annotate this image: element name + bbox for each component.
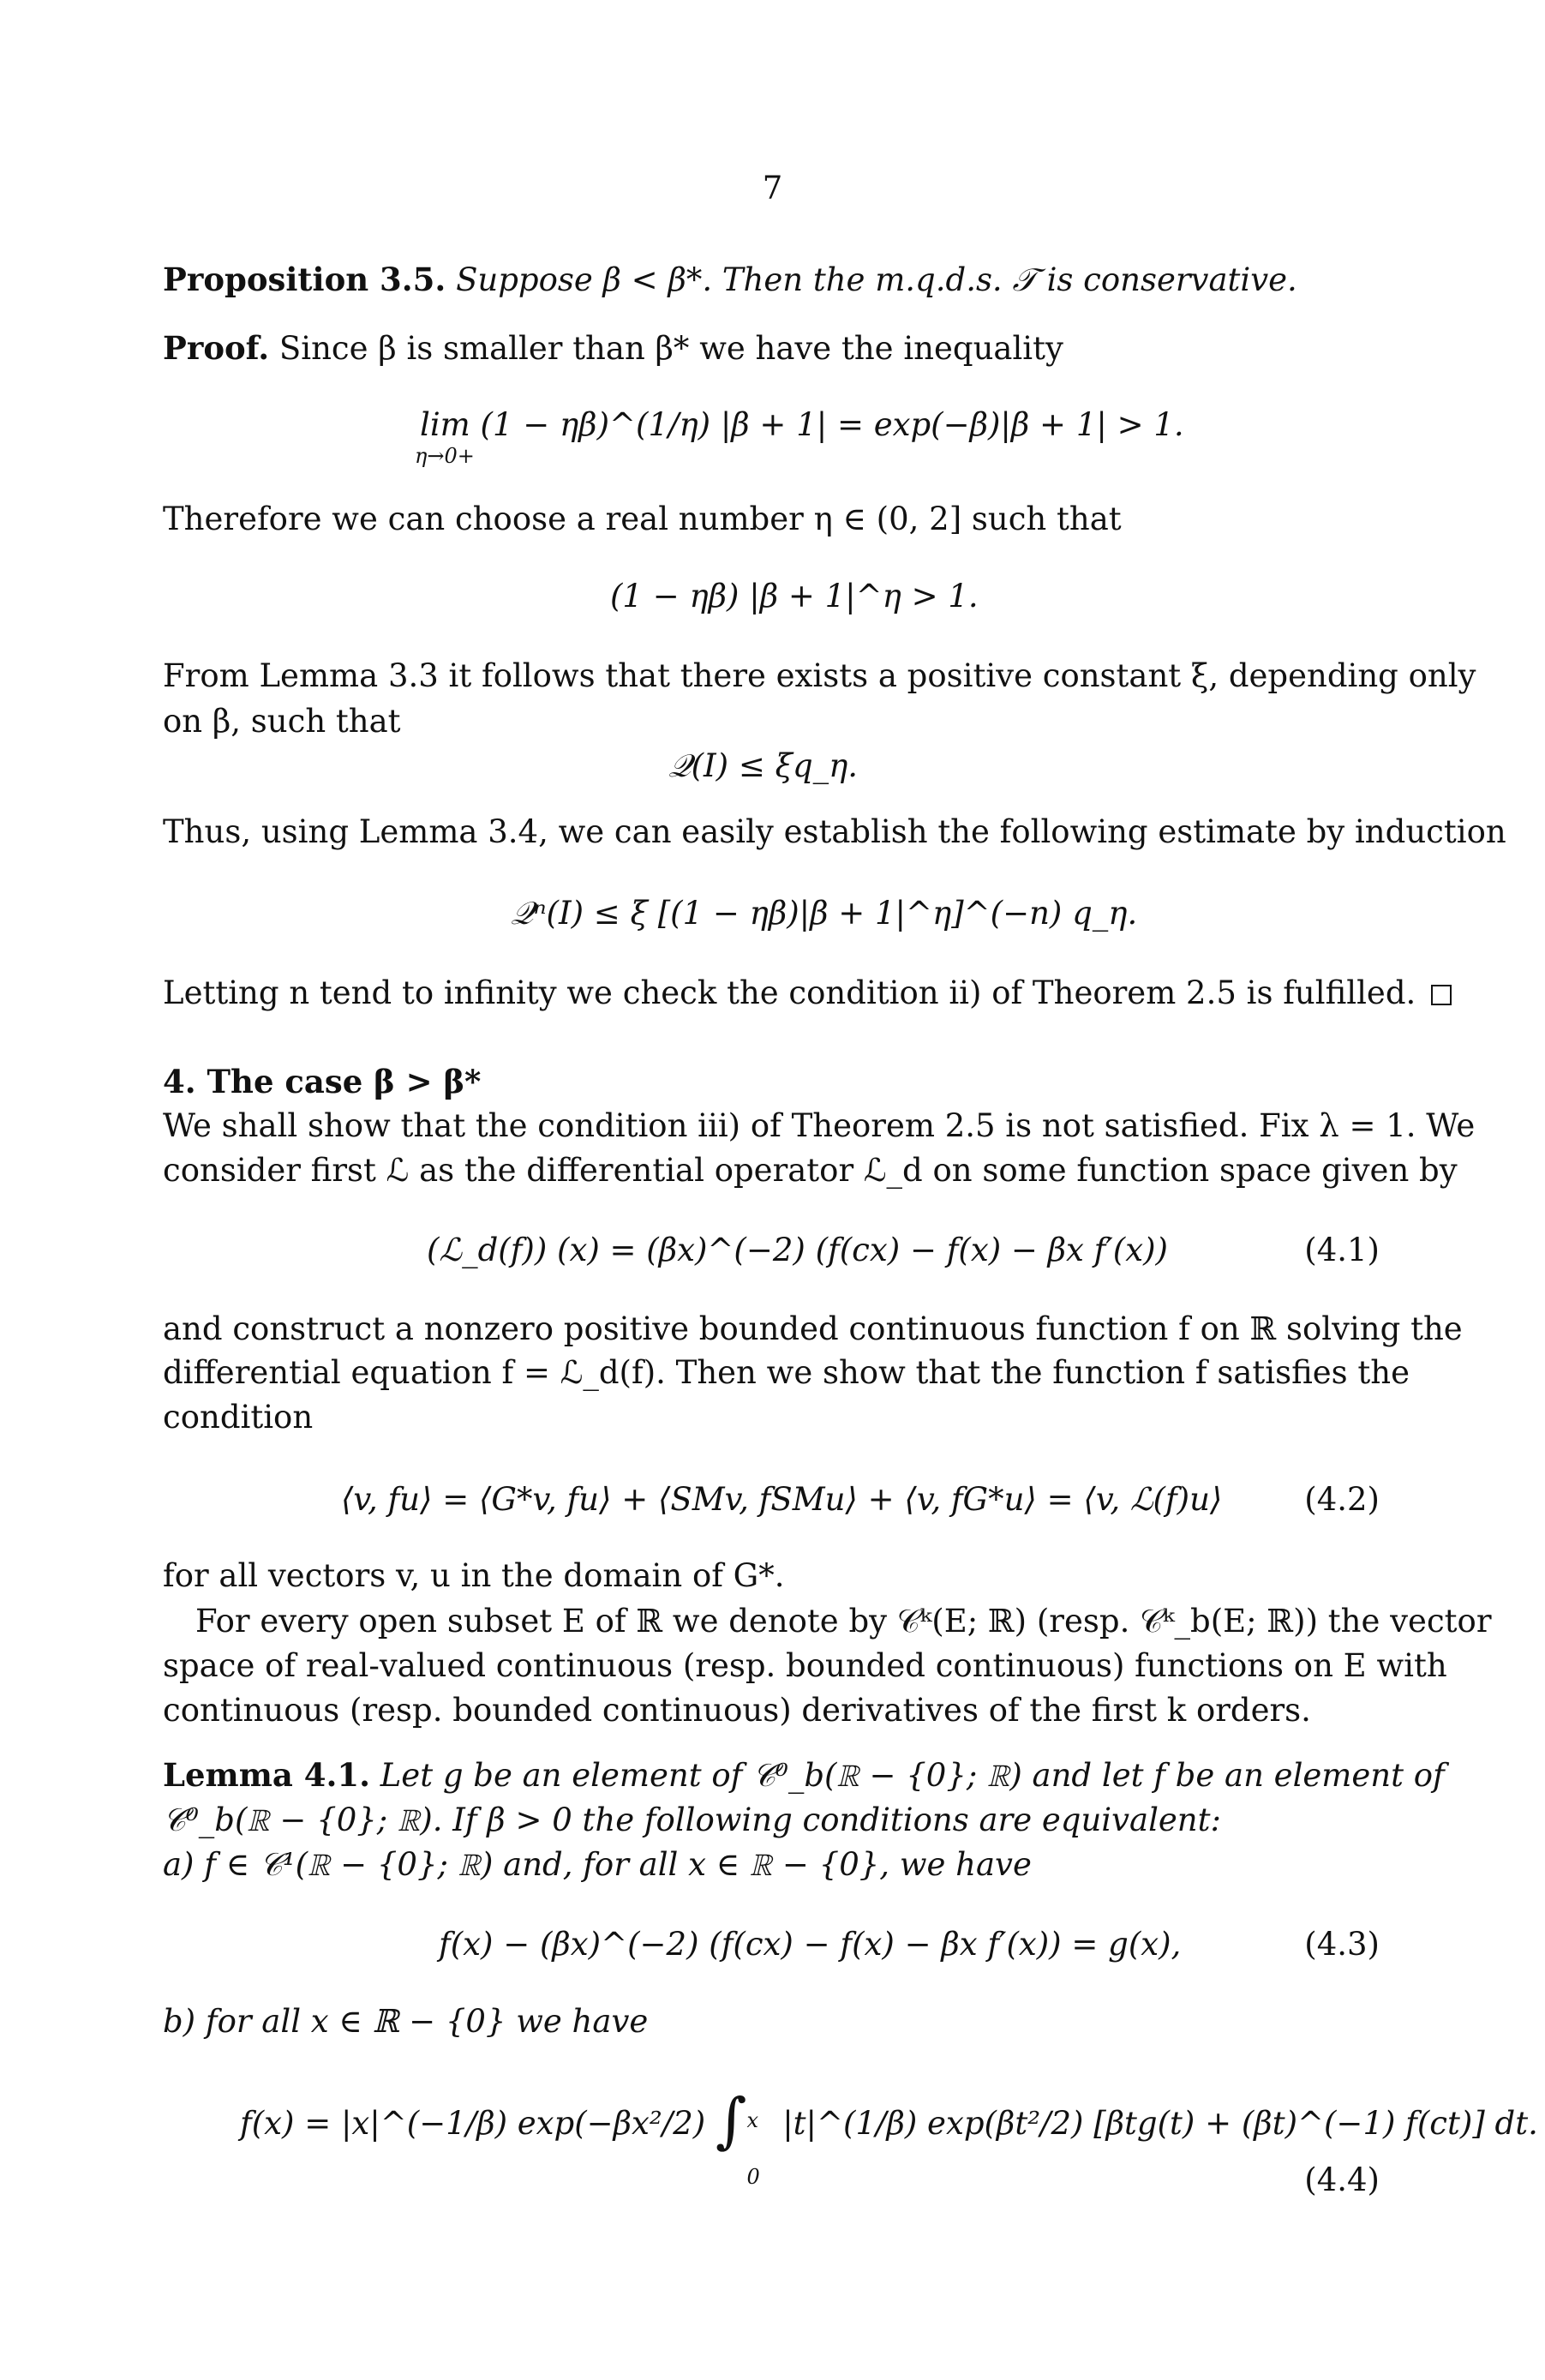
section-4-line-4: differential equation f = ℒ_d(f). Then we show that the function f satisfies the xyxy=(163,1354,1410,1391)
section-4-line-7: For every open subset E of ℝ we denote by 𝒞ᵏ(E; ℝ) (resp. 𝒞ᵏ_b(E; ℝ)) the vector xyxy=(195,1603,1492,1640)
lemma-text-1: Let g be an element of 𝒞⁰_b(ℝ − {0}; ℝ) and let f be an element of xyxy=(380,1757,1445,1794)
proof-text-6: Letting n tend to infinity we check the condition ii) of Theorem 2.5 is fulfilled. xyxy=(163,974,1416,1011)
equation-4-3: f(x) − (βx)^(−2) (f(cx) − f(x) − βx f′(x)) = g(x), xyxy=(439,1926,1182,1963)
equation-4-4-left: f(x) = |x|^(−1/β) exp(−βx²/2) xyxy=(240,2105,706,2142)
lemma-heading: Lemma 4.1. xyxy=(163,1756,370,1794)
section-4-line-2: consider first ℒ as the differential operator ℒ_d on some function space given by xyxy=(163,1152,1458,1189)
qed-square-icon xyxy=(1431,985,1452,1005)
equation-eta-inequality: (1 − ηβ) |β + 1|^η > 1. xyxy=(610,578,979,614)
equation-4-2-number: (4.2) xyxy=(1304,1481,1380,1518)
equation-limit-subscript: η→0+ xyxy=(415,444,475,468)
integral-lower-limit: 0 xyxy=(746,2165,760,2189)
proof-heading: Proof. xyxy=(163,329,270,367)
proof-text-1: Since β is smaller than β* we have the inequality xyxy=(278,330,1063,367)
equation-4-3-number: (4.3) xyxy=(1304,1926,1380,1963)
equation-4-1-number: (4.1) xyxy=(1304,1232,1380,1268)
equation-4-4-right: |t|^(1/β) exp(βt²/2) [βtg(t) + (βt)^(−1) f(ct)] dt. xyxy=(782,2105,1538,2142)
proposition-heading: Proposition 3.5. xyxy=(163,261,446,298)
page-number: 7 xyxy=(762,170,783,207)
equation-induction-estimate: 𝒬ⁿ(I) ≤ ξ [(1 − ηβ)|β + 1|^η]^(−n) q_η. xyxy=(511,895,1138,932)
integral-upper-limit: x xyxy=(746,2108,758,2132)
equation-limit: lim (1 − ηβ)^(1/η) |β + 1| = exp(−β)|β + 1| > 1. xyxy=(420,406,1184,443)
integral-sign: ∫ xyxy=(715,2085,747,2155)
equation-q-bound: 𝒬(I) ≤ ξq_η. xyxy=(668,747,859,784)
equation-4-1: (ℒ_d(f)) (x) = (βx)^(−2) (f(cx) − f(x) − βx f′(x)) xyxy=(427,1232,1168,1268)
section-4-title: 4. The case β > β* xyxy=(163,1063,482,1100)
section-4-line-9: continuous (resp. bounded continuous) derivatives of the first k orders. xyxy=(163,1692,1311,1729)
lemma-4-1-line-1 xyxy=(163,1754,1445,1796)
proof-line-6 xyxy=(163,973,1416,1014)
proof-line-2: Therefore we can choose a real number η ∈ (0, 2] such that xyxy=(163,501,1122,537)
equation-4-2: ⟨v, fu⟩ = ⟨G*v, fu⟩ + ⟨SMv, fSMu⟩ + ⟨v, fG*u⟩ = ⟨v, ℒ(f)u⟩ xyxy=(341,1481,1223,1518)
equation-4-4-number: (4.4) xyxy=(1304,2161,1380,2198)
proof-line-4: on β, such that xyxy=(163,703,401,740)
lemma-4-1-condition-b: b) for all x ∈ ℝ − {0} we have xyxy=(163,2003,649,2040)
proof-line-3: From Lemma 3.3 it follows that there exists a positive constant ξ, depending only xyxy=(163,657,1476,694)
proposition-statement: Suppose β < β*. Then the m.q.d.s. 𝒯 is conservative. xyxy=(456,261,1297,298)
section-4-line-5: condition xyxy=(163,1399,314,1436)
lemma-4-1-line-2: 𝒞⁰_b(ℝ − {0}; ℝ). If β > 0 the following conditions are equivalent: xyxy=(163,1801,1221,1838)
lemma-4-1-condition-a: a) f ∈ 𝒞¹(ℝ − {0}; ℝ) and, for all x ∈ ℝ − {0}, we have xyxy=(163,1846,1032,1883)
proof-line-1 xyxy=(163,327,1380,369)
proposition-3-5 xyxy=(163,259,1380,301)
section-4-line-6: for all vectors v, u in the domain of G*. xyxy=(163,1557,785,1594)
proof-line-5: Thus, using Lemma 3.4, we can easily establish the following estimate by induction xyxy=(163,813,1506,850)
section-4-line-8: space of real-valued continuous (resp. bounded continuous) functions on E with xyxy=(163,1647,1447,1684)
section-4-line-3: and construct a nonzero positive bounded continuous function f on ℝ solving the xyxy=(163,1310,1463,1347)
section-4-line-1: We shall show that the condition iii) of Theorem 2.5 is not satisfied. Fix λ = 1. We xyxy=(163,1107,1476,1144)
